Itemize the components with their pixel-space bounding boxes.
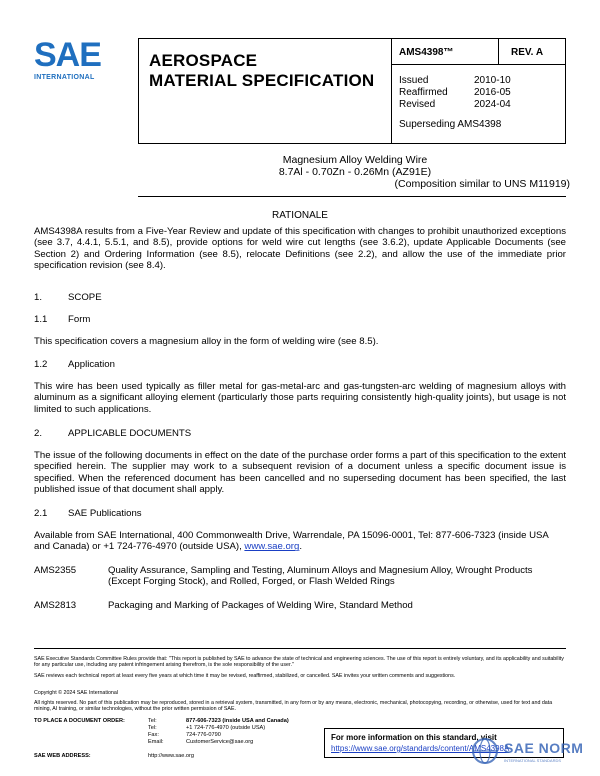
reference-description: Packaging and Marking of Packages of Welding Wire, Standard Method [108, 600, 413, 611]
reference-code: AMS2813 [34, 600, 77, 611]
spec-number: AMS4398™ [392, 39, 499, 65]
section-2-heading [34, 428, 191, 439]
notice-text: For more information on this standard, visit [331, 733, 497, 742]
revised-label: Revised [399, 99, 436, 110]
fax-key: Fax: [148, 732, 159, 738]
section-1-number: 1. [34, 292, 43, 303]
order-label: TO PLACE A DOCUMENT ORDER: [34, 718, 125, 724]
section-1-2-text: This wire has been used typically as filler metal for gas-metal-arc and gas-tungsten-arc welding of magnesium alloys with aluminum as a significant alloying element (particularly those parts requiring consistently high-quality joints), but usage is not limited to such applications. [34, 381, 566, 415]
section-1-1-heading [34, 314, 90, 325]
footer-rules: SAE Executive Standards Committee Rules provide that: "This report is published by SAE to advance the state of technical and engineering sciences. The use of this report is entirely voluntary, and its applicability and suitability for any particular use, including any patent infringement arising therefrom, is the sole responsibility of the user." [34, 656, 564, 669]
subject-line3: (Composition similar to UNS M11919) [394, 178, 570, 190]
section-1-2-number: 1.2 [34, 359, 48, 370]
web-label: SAE WEB ADDRESS: [34, 753, 91, 759]
section-2-title: APPLICABLE DOCUMENTS [68, 428, 192, 439]
section-2-1-heading [34, 508, 142, 519]
section-1-2-heading [34, 359, 115, 370]
section-2-1-number: 2.1 [34, 508, 48, 519]
sae-logo [34, 36, 124, 88]
tel2-value: +1 724-776-4970 (outside USA) [186, 725, 266, 731]
reference-description: Quality Assurance, Sampling and Testing, Aluminum Alloys and Magnesium Alloy, Wrought Products (Except Forging Stock), and Rolled, Forged, or Flash Welded Rings [108, 565, 533, 588]
spec-subject [140, 154, 570, 190]
sae-website-link[interactable]: www.sae.org [244, 541, 300, 553]
footer-copyright: Copyright © 2024 SAE International [34, 690, 118, 696]
tel-key: Tel: [148, 718, 157, 724]
watermark-subtext: INTERNATIONAL STANDARDS [504, 758, 562, 763]
section-1-1-text: This specification covers a magnesium alloy in the form of welding wire (see 8.5). [34, 336, 379, 347]
logo-mark: SAE [34, 36, 101, 74]
section-1-2-title: Application [68, 359, 115, 370]
section-1-1-title: Form [68, 314, 91, 325]
subject-line2: 8.7Al - 0.70Zn - 0.26Mn (AZ91E) [278, 166, 432, 178]
globe-icon [470, 736, 500, 766]
section-2-number: 2. [34, 428, 43, 439]
sae-publications-address: Available from SAE International, 400 Commonwealth Drive, Warrendale, PA 15096-0001, Tel: 877-606-7323 (inside USA and Canada) or +1 724-776-4970 (outside USA), [34, 530, 549, 553]
fax-value: 724-776-0790 [186, 732, 221, 738]
sae-publications-period: . [299, 541, 302, 553]
sae-norm-watermark [470, 736, 596, 770]
revision-label: REV. A [499, 39, 566, 65]
spec-type-line1: AEROSPACE [149, 51, 258, 70]
spec-type-cell [139, 39, 392, 143]
section-1-1-number: 1.1 [34, 314, 48, 325]
subject-divider [138, 196, 566, 197]
reaffirmed-label: Reaffirmed [399, 87, 448, 98]
email-key: Email: [148, 739, 164, 745]
footer-divider [34, 648, 566, 649]
dates-block [392, 65, 566, 125]
section-2-text: The issue of the following documents in effect on the date of the purchase order forms a part of this specification to the extent specified herein. The supplier may work to a subsequent revision of a document unless a specific document issue is specified. When the referenced document has been cancelled and no superseding document has been specified, the last published issue of that document shall apply. [34, 450, 566, 496]
logo-subtitle: INTERNATIONAL [34, 74, 95, 81]
spec-type-title [149, 51, 374, 91]
rationale-heading: RATIONALE [272, 210, 328, 221]
section-2-1-text [34, 530, 566, 553]
section-2-1-title: SAE Publications [68, 508, 142, 519]
tel2-key: Tel: [148, 725, 157, 731]
issued-date: 2010-10 [474, 75, 511, 86]
footer-review: SAE reviews each technical report at least every five years at which time it may be revised, reaffirmed, stabilized, or cancelled. SAE invites your written comments and suggestions. [34, 673, 456, 679]
spec-type-line2: MATERIAL SPECIFICATION [149, 71, 375, 90]
rationale-text: AMS4398A results from a Five-Year Review and update of this specification with changes to prohibit unauthorized exceptions (see 3.7, 4.4.1, 5.5.1, and 8.5), provide options for weld wire cut lengths (see 3.6.2), update Applicable Documents (see Section 2) and Ordering Information (see 8.5), relocate Definitions (see 2.2), and allow the use of the immediate prior specification revision (see 8.4). [34, 226, 566, 272]
superseding-note: Superseding AMS4398 [399, 119, 502, 130]
reaffirmed-date: 2016-05 [474, 87, 511, 98]
subject-line1: Magnesium Alloy Welding Wire [282, 154, 428, 166]
reference-code: AMS2355 [34, 565, 77, 576]
spec-header-box [138, 38, 566, 144]
email-value[interactable]: CustomerService@sae.org [186, 739, 254, 745]
notice-link[interactable]: https://www.sae.org/standards/content/AMS4398A [331, 744, 510, 753]
revised-date: 2024-04 [474, 99, 511, 110]
section-1-title: SCOPE [68, 292, 102, 303]
section-1-heading [34, 292, 102, 303]
issued-label: Issued [399, 75, 429, 86]
web-address[interactable]: http://www.sae.org [148, 753, 195, 759]
tel-value: 877-606-7323 (inside USA and Canada) [186, 718, 289, 724]
watermark-text: SAE NORM [504, 740, 584, 756]
footer-rights: All rights reserved. No part of this publication may be reproduced, stored in a retrieval system, transmitted, in any form or by any means, electronic, mechanical, photocopying, recording, or otherwise, used for text and data mining, AI training, or similar technologies, without the prior written permission of SAE. [34, 700, 553, 713]
